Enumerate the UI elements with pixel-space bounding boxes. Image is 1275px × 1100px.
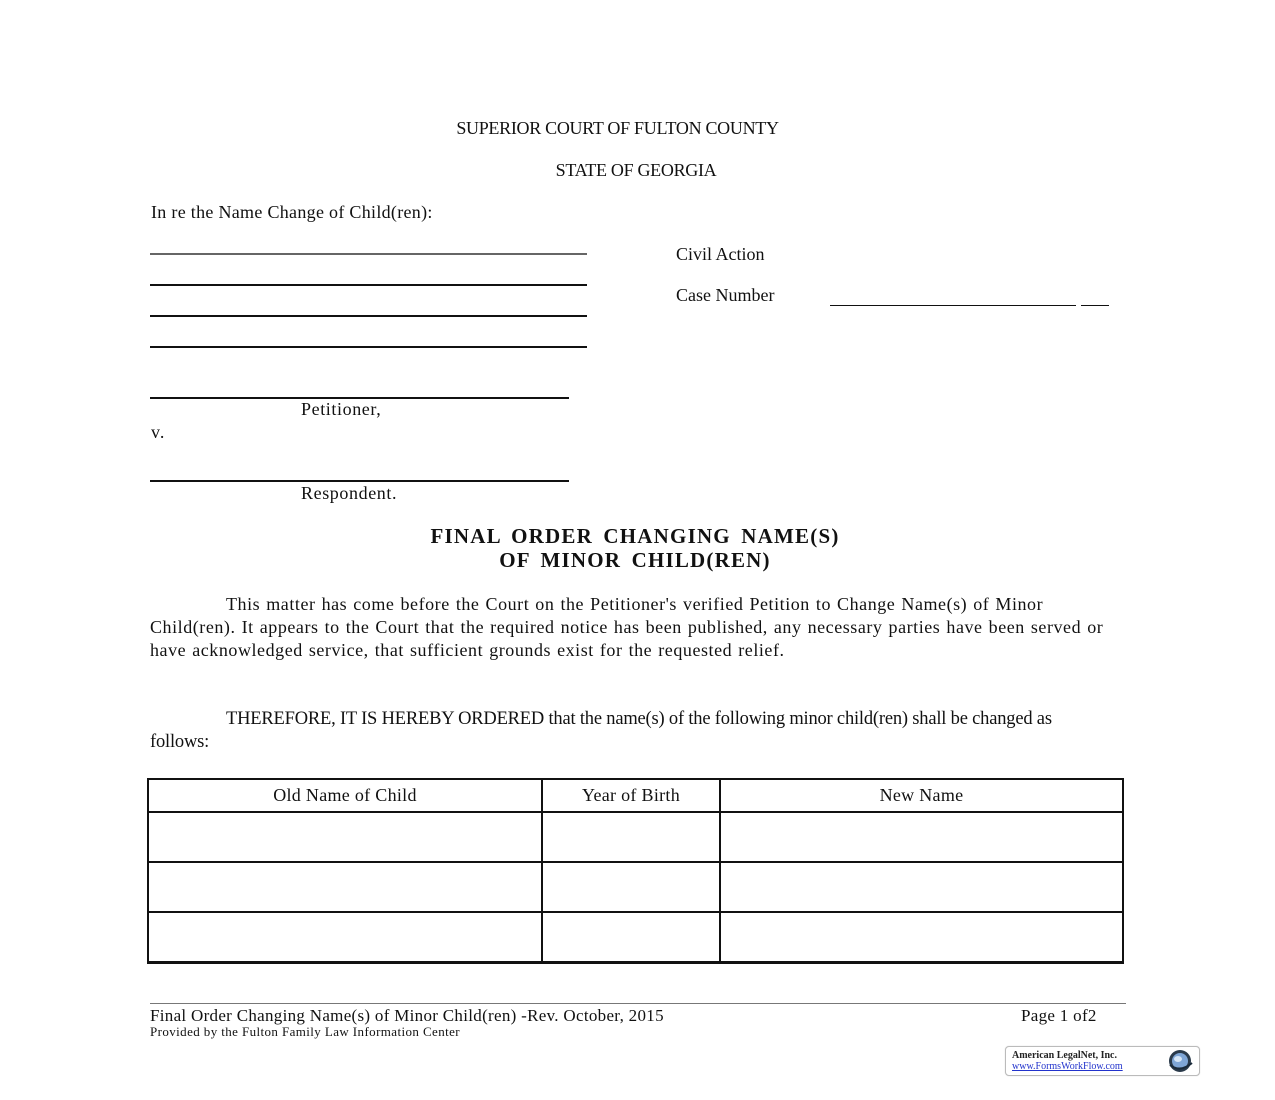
case-number-field-suffix[interactable] [1081,305,1109,306]
year-of-birth-cell[interactable] [542,912,720,963]
versus-label: v. [151,422,166,442]
state-title: STATE OF GEORGIA [555,160,717,180]
header-year-of-birth: Year of Birth [542,779,720,812]
footer-form-title: Final Order Changing Name(s) of Minor Child(ren) -Rev. October, 2015 [150,1006,664,1025]
petitioner-label: Petitioner, [301,399,382,419]
header-old-name: Old Name of Child [148,779,542,812]
child-name-line-4[interactable] [150,346,587,348]
ordered-paragraph-text: THEREFORE, IT IS HEREBY ORDERED that the name(s) of the following minor child(ren) shall be changed as follows: [150,709,1052,752]
child-name-line-2[interactable] [150,284,587,286]
year-of-birth-cell[interactable] [542,812,720,862]
old-name-cell[interactable] [148,862,542,912]
case-number-field[interactable] [830,305,1076,306]
old-name-cell[interactable] [148,812,542,862]
child-name-line-1[interactable] [150,253,587,255]
year-of-birth-cell[interactable] [542,862,720,912]
table-row [148,912,1123,963]
order-title-line-1: FINAL ORDER CHANGING NAME(S) [430,524,840,548]
in-re-caption: In re the Name Change of Child(ren): [151,202,433,222]
new-name-cell[interactable] [720,912,1123,963]
table-row [148,862,1123,912]
old-name-cell[interactable] [148,912,542,963]
footer-divider [150,1003,1126,1004]
badge-company: American LegalNet, Inc. [1012,1050,1117,1061]
case-number-label: Case Number [676,285,775,305]
table-row [148,812,1123,862]
respondent-name-line[interactable] [150,480,569,482]
order-title-line-2: OF MINOR CHILD(REN) [499,548,771,572]
name-change-table [147,778,1124,964]
civil-action-label: Civil Action [676,244,765,264]
finding-paragraph [150,593,1110,662]
new-name-cell[interactable] [720,862,1123,912]
court-title: SUPERIOR COURT OF FULTON COUNTY [456,118,779,138]
new-name-cell[interactable] [720,812,1123,862]
page-number: Page 1 of2 [1021,1006,1097,1025]
order-title [0,524,1270,572]
child-name-line-3[interactable] [150,315,587,317]
american-legalnet-badge[interactable] [1005,1046,1200,1076]
finding-paragraph-text: This matter has come before the Court on the Petitioner's verified Petition to Change Name(s) of Minor Child(ren). It appears to the Court that the required notice has been published, any necessary parties have been served or have acknowledged service, that sufficient grounds exist for the requested relief. [150,594,1104,660]
badge-link[interactable]: www.FormsWorkFlow.com [1012,1061,1123,1072]
table-header-row [148,779,1123,812]
respondent-label: Respondent. [301,483,398,503]
globe-logo-icon [1164,1049,1196,1073]
footer-provided-by: Provided by the Fulton Family Law Information Center [150,1024,461,1039]
ordered-paragraph [150,708,1110,754]
header-new-name: New Name [720,779,1123,812]
